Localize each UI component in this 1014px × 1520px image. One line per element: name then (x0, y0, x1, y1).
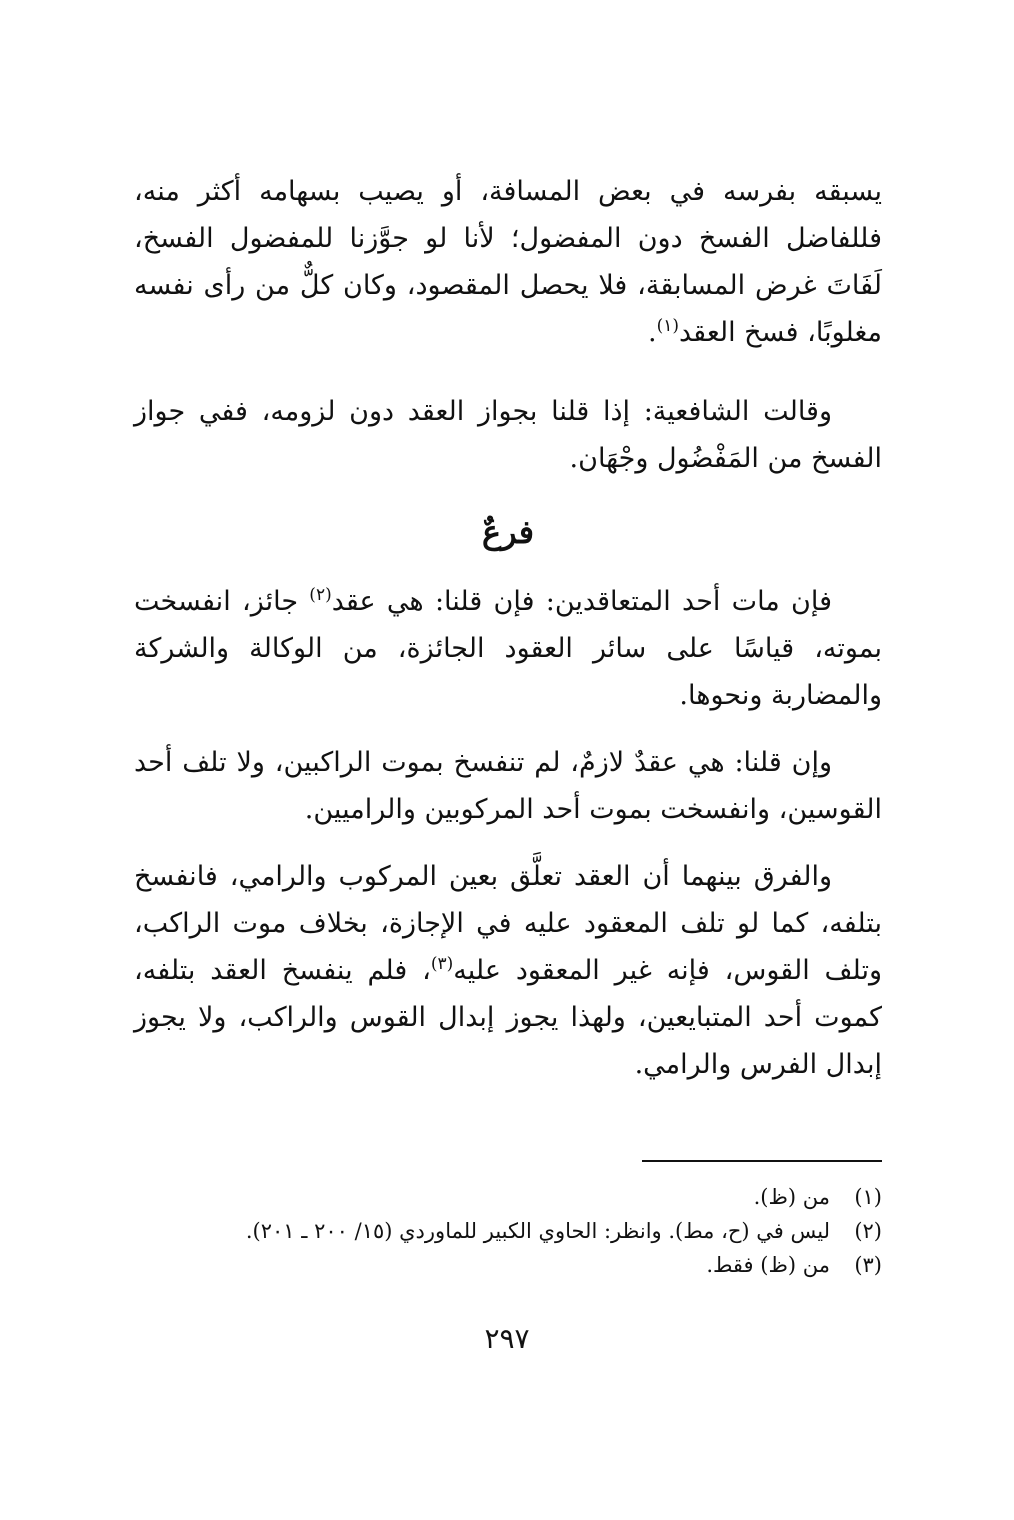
paragraph-1-text: يسبقه بفرسه في بعض المسافة، أو يصيب بسهامه أكثر منه، فللفاضل الفسخ دون المفضول؛ لأنا لو جوَّزنا للمفضول الفسخ، لَفَاتَ غرض المسابقة، فلا يحصل المقصود، وكان كلٌّ من رأى نفسه مغلوبًا، فسخ العقد (134, 176, 882, 348)
page-number: ٢٩٧ (484, 1322, 530, 1355)
paragraph-4: وإن قلنا: هي عقدٌ لازمٌ، لم تنفسخ بموت الراكبين، ولا تلف أحد القوسين، وانفسخت بموت أحد المركوبين والراميين. (134, 747, 882, 825)
footnote-text: ليس في (ح، مط). وانظر: الحاوي الكبير للماوردي (١٥/ ٢٠٠ ـ ٢٠١). (245, 1219, 830, 1243)
footnote-number: (٣) (854, 1253, 882, 1277)
footnote-ref-3[interactable]: (٣) (430, 954, 454, 974)
footnote-number: (٢) (854, 1219, 882, 1243)
paragraph-3-text-a: فإن مات أحد المتعاقدين: فإن قلنا: هي عقد (331, 586, 832, 617)
footnote-3 (134, 1248, 882, 1282)
footnote-text: من (ظ) فقط. (706, 1253, 830, 1277)
footnote-number: (١) (854, 1185, 882, 1209)
footnote-ref-2[interactable]: (٢) (309, 585, 332, 605)
paragraph-5-text-b: ، فلم ينفسخ العقد بتلفه، كموت أحد المتبايعين، ولهذا يجوز إبدال القوس والراكب، ولا يجوز إبدال الفرس والرامي. (134, 955, 882, 1080)
paragraph-1-end: . (647, 317, 657, 348)
footnote-2 (134, 1214, 882, 1248)
paragraph-1 (134, 168, 882, 356)
section-heading: فرعٌ (481, 513, 535, 551)
footnote-1 (134, 1180, 882, 1214)
paragraph-5-text-a: والفرق بينهما أن العقد تعلَّق بعين المركوب والرامي، فانفسخ بتلفه، كما لو تلف المعقود عليه في الإجازة، بخلاف موت الراكب، وتلف القوس، فإنه غير المعقود عليه (134, 861, 882, 986)
footnotes (134, 1180, 882, 1282)
footnote-text: من (ظ). (753, 1185, 830, 1209)
main-text (134, 168, 882, 1088)
paragraph-2: وقالت الشافعية: إذا قلنا بجواز العقد دون لزومه، ففي جواز الفسخ من المَفْضُول وجْهَان. (134, 396, 882, 474)
paragraph-3-text-b: جائز، انفسخت بموته، قياسًا على سائر العقود الجائزة، من الوكالة والشركة والمضاربة ونحوها. (134, 586, 882, 711)
footnote-divider (642, 1160, 882, 1162)
paragraph-3 (134, 578, 882, 719)
paragraph-5 (134, 853, 882, 1088)
footnote-ref-1[interactable]: (١) (656, 316, 679, 336)
